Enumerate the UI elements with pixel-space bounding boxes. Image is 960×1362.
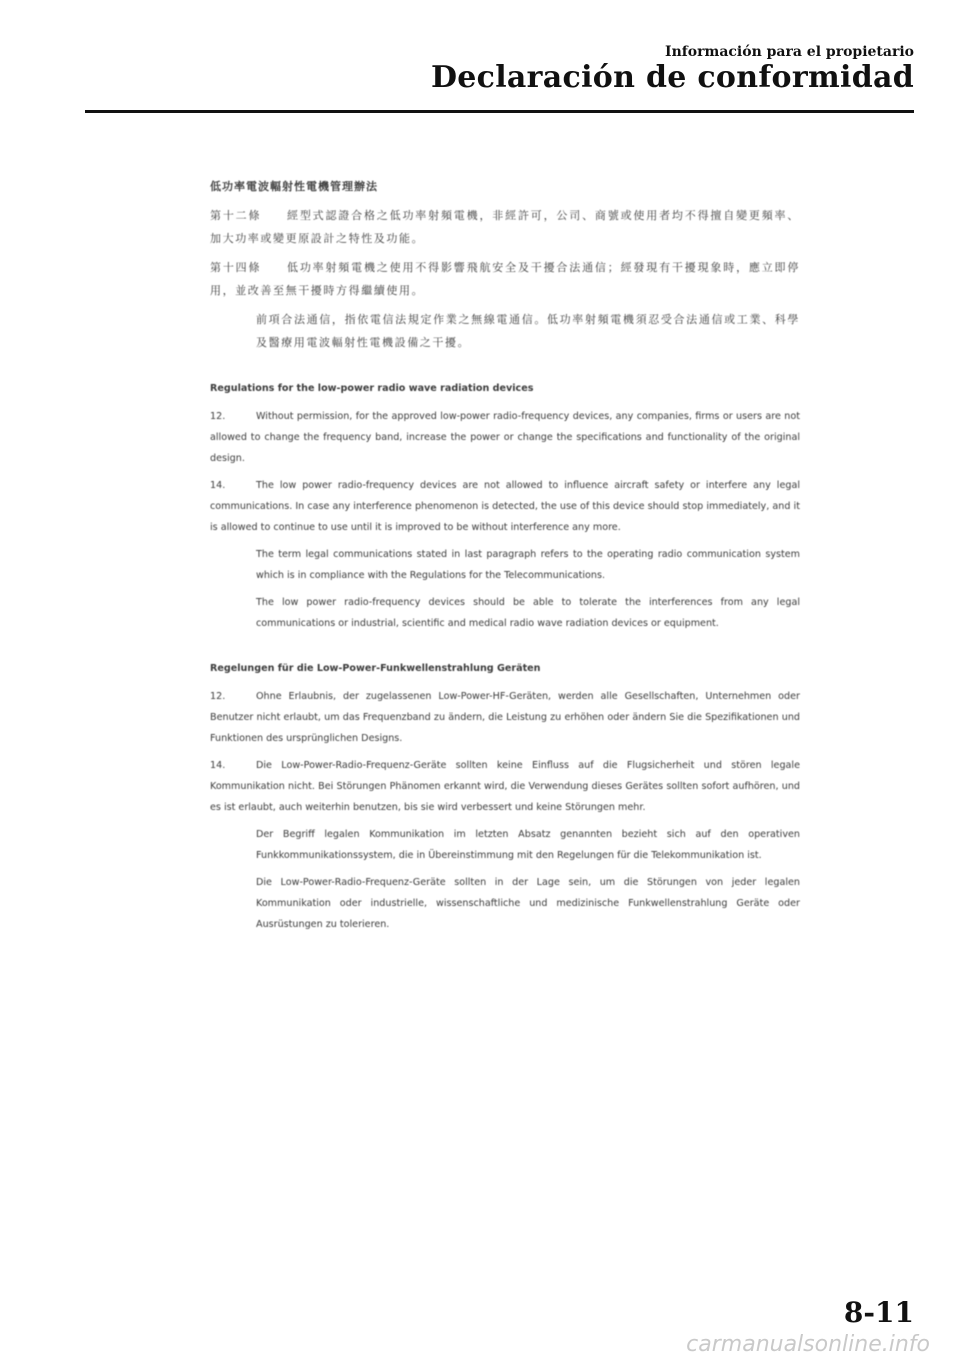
page-title: Declaración de conformidad <box>430 60 914 95</box>
english-paragraph-legal: The term legal communications stated in last paragraph refers to the operating radio communication system which is in compliance with the Regulations for the Telecommunications. <box>256 549 800 581</box>
german-paragraph-14-text: Die Low-Power-Radio-Frequenz-Geräte sollten keine Einfluss auf die Flugsicherheit und stören legale Kommunikation nicht. Bei Störungen Phänomen erkannt wird, die Verwendung dieses Gerätes sollten sofort aufhören, und es ist erlaubt, auch weiterhin benutzen, bis sie wird verbessert und keine Störungen mehr. <box>210 760 800 813</box>
chinese-paragraph-14: 第十四條 低功率射頻電機之使用不得影響飛航安全及干擾合法通信；經發現有干擾現象時，應立即停用，並改善至無干擾時方得繼續使用。 <box>210 261 800 297</box>
english-paragraph-12 <box>210 406 800 469</box>
chinese-paragraph-12: 第十二條 經型式認證合格之低功率射頻電機，非經許可，公司、商號或使用者均不得擅自變更頻率、加大功率或變更原設計之特性及功能。 <box>210 209 800 245</box>
scanned-regulation-image <box>210 180 800 963</box>
english-heading: Regulations for the low-power radio wave radiation devices <box>210 383 534 394</box>
header-divider <box>85 110 914 113</box>
german-heading: Regelungen für die Low-Power-Funkwellenstrahlung Geräten <box>210 663 541 674</box>
manual-section-subtitle: Información para el propietario <box>665 44 914 60</box>
article-number: 14. <box>210 760 226 771</box>
chinese-regulation-section <box>210 180 800 354</box>
article-number: 12. <box>210 691 226 702</box>
site-watermark: carmanualsonline.info <box>686 1332 930 1357</box>
german-regulation-section <box>210 662 800 935</box>
english-paragraph-12-text: Without permission, for the approved low-power radio-frequency devices, any companies, firms or users are not allowed to change the frequency band, increase the power or change the specifications and functionality of the original design. <box>210 411 800 464</box>
page-number: 8-11 <box>843 1296 914 1329</box>
chinese-paragraph-legal: 前項合法通信，指依電信法規定作業之無線電通信。低功率射頻電機須忍受合法通信或工業、科學及醫療用電波輻射性電機設備之干擾。 <box>256 313 800 349</box>
german-paragraph-12-text: Ohne Erlaubnis, der zugelassenen Low-Power-HF-Geräten, werden alle Gesellschaften, Unternehmen oder Benutzer nicht erlaubt, um das Frequenzband zu ändern, die Leistung zu erhöhen oder ändern Sie die Spezifikationen und Funktionen des ursprünglichen Designs. <box>210 691 800 744</box>
chinese-heading: 低功率電波輻射性電機管理辦法 <box>210 180 378 193</box>
german-paragraph-12 <box>210 686 800 749</box>
article-number: 12. <box>210 411 226 422</box>
english-paragraph-14-text: The low power radio-frequency devices are not allowed to influence aircraft safety or interfere any legal communications. In case any interference phenomenon is detected, the use of this device should stop immediately, and it is allowed to continue to use until it is improved to be without interference any more. <box>210 480 800 533</box>
english-regulation-section <box>210 382 800 634</box>
english-paragraph-tolerate: The low power radio-frequency devices should be able to tolerate the interferences from any legal communications or industrial, scientific and medical radio wave radiation devices or equipment. <box>256 597 800 629</box>
german-paragraph-legal: Der Begriff legalen Kommunikation im letzten Absatz genannten bezieht sich auf den operativen Funkkommunikationssystem, die in Übereinstimmung mit den Regelungen für die Telekommunikation ist. <box>256 829 800 861</box>
german-paragraph-14 <box>210 755 800 818</box>
english-paragraph-14 <box>210 475 800 538</box>
german-paragraph-tolerate: Die Low-Power-Radio-Frequenz-Geräte sollten in der Lage sein, um die Störungen von jeder legalen Kommunikation oder industrielle, wissenschaftliche und medizinische Funkwellenstrahlung Geräte oder Ausrüstungen zu tolerieren. <box>256 877 800 930</box>
article-number: 14. <box>210 480 226 491</box>
